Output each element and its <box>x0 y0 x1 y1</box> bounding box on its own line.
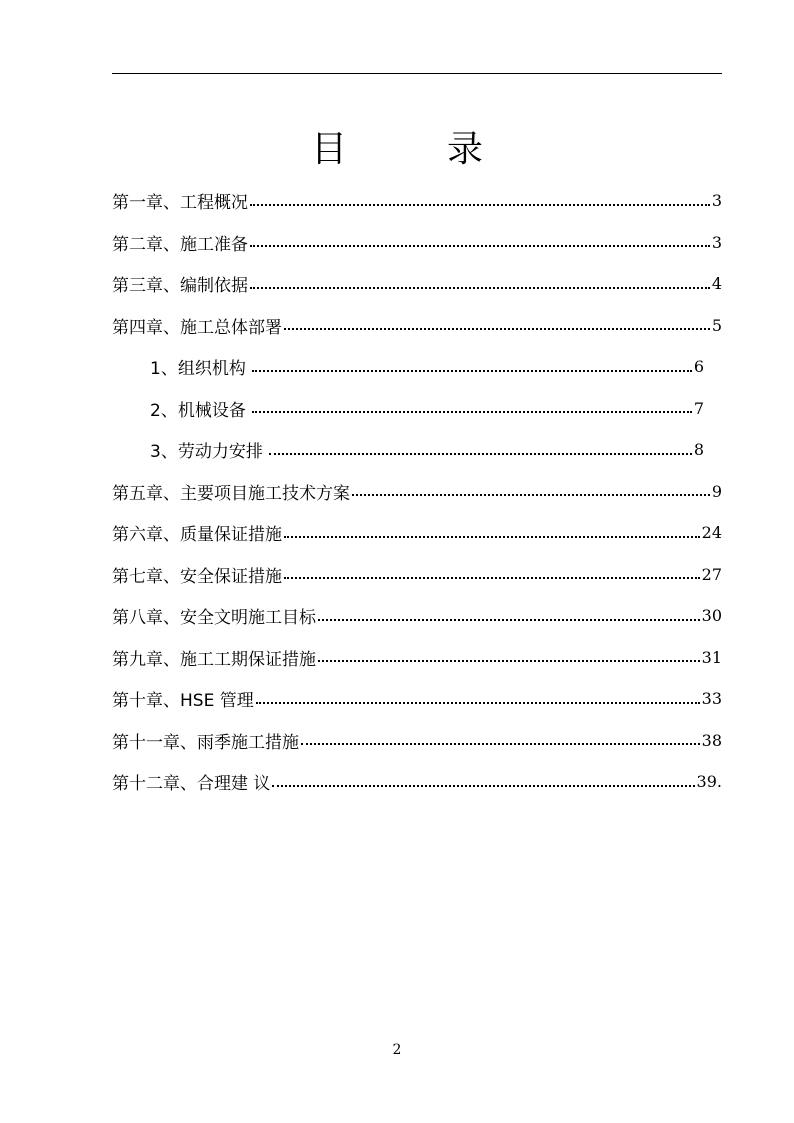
toc-entry[interactable] <box>112 305 722 347</box>
toc-entry-page: 38 <box>701 730 722 750</box>
toc-dot-leader <box>284 328 710 330</box>
toc-entry-page: 33 <box>701 689 722 709</box>
toc-entry-page: 9 <box>711 481 722 501</box>
toc-entry-page: 27 <box>701 564 722 584</box>
toc-entry-page: 39. <box>696 772 722 792</box>
title-char-2: 录 <box>447 129 484 170</box>
toc-entry[interactable] <box>112 637 722 679</box>
toc-entry-page: 7 <box>693 398 704 418</box>
header-rule <box>112 73 722 74</box>
toc-entry[interactable] <box>112 471 722 513</box>
toc-entry-label: 2、机械设备 <box>150 400 246 421</box>
toc-entry[interactable] <box>112 346 704 388</box>
toc-entry[interactable] <box>112 388 704 430</box>
toc-entry[interactable] <box>112 263 722 305</box>
toc-entry-page: 3 <box>711 232 722 252</box>
toc-entry-page: 4 <box>711 274 722 294</box>
toc-entry-label: 第六章、质量保证措施 <box>112 525 282 546</box>
toc-entry-label: 第九章、施工工期保证措施 <box>112 649 316 670</box>
toc-entry[interactable] <box>112 222 722 264</box>
toc-dot-leader <box>252 370 692 372</box>
toc-entry[interactable] <box>112 720 722 762</box>
toc-entry[interactable] <box>112 595 722 637</box>
toc-entry-label: 第四章、施工总体部署 <box>112 317 282 338</box>
toc-entry[interactable] <box>112 429 704 471</box>
toc-entry-label: 第三章、编制依据 <box>112 276 248 297</box>
toc-dot-leader <box>318 619 700 621</box>
toc-dot-leader <box>318 660 700 662</box>
page-number: 2 <box>392 1042 402 1058</box>
toc-entry-page: 5 <box>711 315 722 335</box>
toc-entry-page: 8 <box>693 440 704 460</box>
toc-dot-leader <box>284 536 700 538</box>
toc-dot-leader <box>252 411 692 413</box>
toc-dot-leader <box>250 204 710 206</box>
toc-entry-label: 1、组织机构 <box>150 359 246 380</box>
table-of-contents <box>112 180 722 803</box>
toc-entry-label: 第十一章、雨季施工措施 <box>112 732 299 753</box>
toc-entry-label: 3、劳动力安排 <box>150 442 263 463</box>
toc-entry[interactable] <box>112 678 722 720</box>
title-char-1: 目 <box>310 129 347 170</box>
toc-dot-leader <box>250 287 710 289</box>
toc-entry[interactable] <box>112 554 722 596</box>
toc-entry-label: 第七章、安全保证措施 <box>112 566 282 587</box>
toc-dot-leader <box>269 453 692 455</box>
toc-entry-label: 第五章、主要项目施工技术方案 <box>112 483 350 504</box>
toc-dot-leader <box>272 785 694 787</box>
toc-entry-label: 第八章、安全文明施工目标 <box>112 608 316 629</box>
toc-entry[interactable] <box>112 180 722 222</box>
toc-entry-label: 第十二章、合理建 议 <box>112 774 271 795</box>
toc-entry[interactable] <box>112 512 722 554</box>
toc-dot-leader <box>284 577 700 579</box>
toc-dot-leader <box>352 494 710 496</box>
toc-entry-page: 24 <box>701 523 722 543</box>
page-title <box>0 128 794 172</box>
toc-entry-page: 30 <box>701 606 722 626</box>
toc-entry-page: 6 <box>693 357 704 377</box>
toc-entry-label: 第十章、HSE 管理 <box>112 691 254 712</box>
toc-dot-leader <box>301 743 700 745</box>
toc-dot-leader <box>250 245 710 247</box>
toc-dot-leader <box>256 702 700 704</box>
toc-entry[interactable] <box>112 761 722 803</box>
toc-entry-label: 第一章、工程概况 <box>112 193 248 214</box>
toc-entry-label: 第二章、施工准备 <box>112 234 248 255</box>
toc-entry-page: 3 <box>711 191 722 211</box>
toc-entry-page: 31 <box>701 647 722 667</box>
